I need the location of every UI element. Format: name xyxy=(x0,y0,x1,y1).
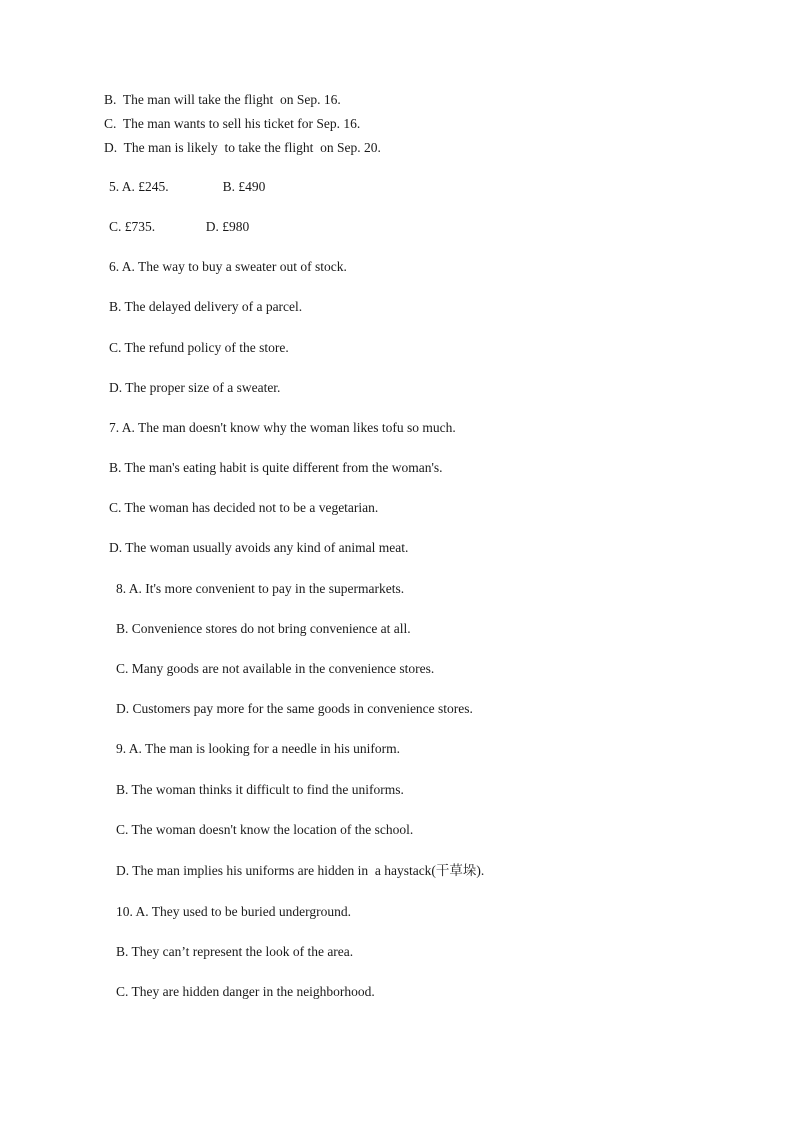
q7-option-c: C. The woman has decided not to be a vegetarian. xyxy=(109,500,379,515)
q6-option-a: 6. A. The way to buy a sweater out of stock. xyxy=(109,259,347,274)
q4-option-b: B. The man will take the flight on Sep. 16. xyxy=(104,92,341,107)
q8-option-d: D. Customers pay more for the same goods in convenience stores. xyxy=(116,701,473,716)
q4-option-d: D. The man is likely to take the flight on Sep. 20. xyxy=(104,140,381,155)
q10-option-c: C. They are hidden danger in the neighborhood. xyxy=(116,984,375,999)
q9-option-a: 9. A. The man is looking for a needle in his uniform. xyxy=(116,741,400,756)
q9-option-c: C. The woman doesn't know the location of the school. xyxy=(116,822,414,837)
q6-option-b: B. The delayed delivery of a parcel. xyxy=(109,299,303,314)
q5-options-ab: 5. A. £245. B. £490 xyxy=(109,179,266,194)
q10-option-a: 10. A. They used to be buried underground. xyxy=(116,904,351,919)
q4-option-c: C. The man wants to sell his ticket for Sep. 16. xyxy=(104,116,361,131)
q7-option-b: B. The man's eating habit is quite different from the woman's. xyxy=(109,460,443,475)
q6-option-c: C. The refund policy of the store. xyxy=(109,340,289,355)
q5-options-cd: C. £735. D. £980 xyxy=(109,219,250,234)
q7-option-d: D. The woman usually avoids any kind of animal meat. xyxy=(109,540,409,555)
q9-option-b: B. The woman thinks it difficult to find the uniforms. xyxy=(116,782,404,797)
q10-option-b: B. They can’t represent the look of the area. xyxy=(116,944,354,959)
q8-option-a: 8. A. It's more convenient to pay in the supermarkets. xyxy=(116,581,405,596)
q8-option-b: B. Convenience stores do not bring convenience at all. xyxy=(116,621,411,636)
q8-option-c: C. Many goods are not available in the convenience stores. xyxy=(116,661,435,676)
q6-option-d: D. The proper size of a sweater. xyxy=(109,380,281,395)
q7-option-a: 7. A. The man doesn't know why the woman likes tofu so much. xyxy=(109,420,456,435)
q9-option-d: D. The man implies his uniforms are hidden in a haystack(干草垛). xyxy=(116,863,485,878)
